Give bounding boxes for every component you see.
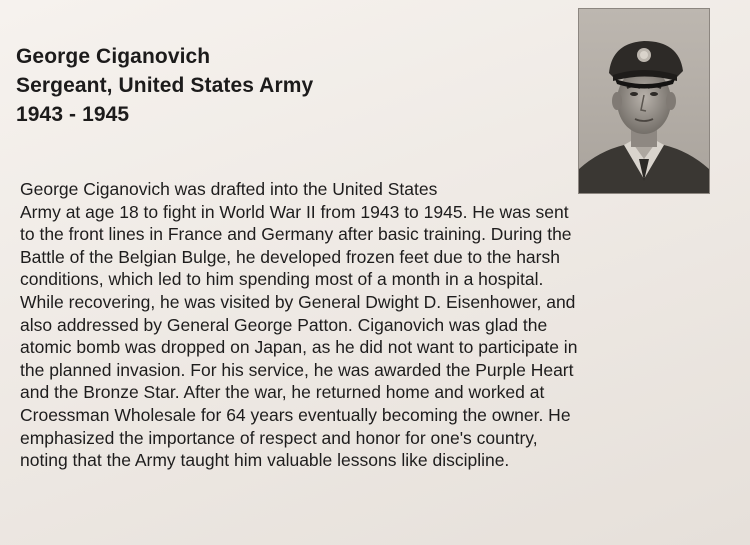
soldier-rank: Sergeant, United States Army xyxy=(16,74,314,97)
bio-line: Battle of the Belgian Bulge, he developed frozen feet due to the harsh xyxy=(20,246,560,267)
bio-line: to the front lines in France and Germany after basic training. During the xyxy=(20,224,572,245)
biography xyxy=(20,178,577,472)
bio-line: atomic bomb was dropped on Japan, as he did not want to participate in xyxy=(20,337,578,358)
bio-line: While recovering, he was visited by General Dwight D. Eisenhower, and xyxy=(20,291,576,312)
portrait-photo xyxy=(578,8,710,194)
bio-line: Army at age 18 to fight in World War II from 1943 to 1945. He was sent xyxy=(20,201,569,222)
bio-line: Croessman Wholesale for 64 years eventually becoming the owner. He xyxy=(20,404,571,425)
card-header xyxy=(16,42,313,129)
bio-line: conditions, which led to him spending most of a month in a hospital. xyxy=(20,269,544,290)
bio-line: George Ciganovich was drafted into the United States xyxy=(20,179,438,199)
bio-line: and the Bronze Star. After the war, he returned home and worked at xyxy=(20,382,545,403)
bio-line: also addressed by General George Patton. Ciganovich was glad the xyxy=(20,314,548,335)
bio-line: noting that the Army taught him valuable lessons like discipline. xyxy=(20,450,510,471)
bio-line: the planned invasion. For his service, he was awarded the Purple Heart xyxy=(20,359,574,380)
soldier-name: George Ciganovich xyxy=(16,45,211,68)
bio-line: emphasized the importance of respect and honor for one's country, xyxy=(20,427,538,448)
soldier-portrait-icon xyxy=(579,9,709,193)
service-years: 1943 - 1945 xyxy=(16,103,130,126)
